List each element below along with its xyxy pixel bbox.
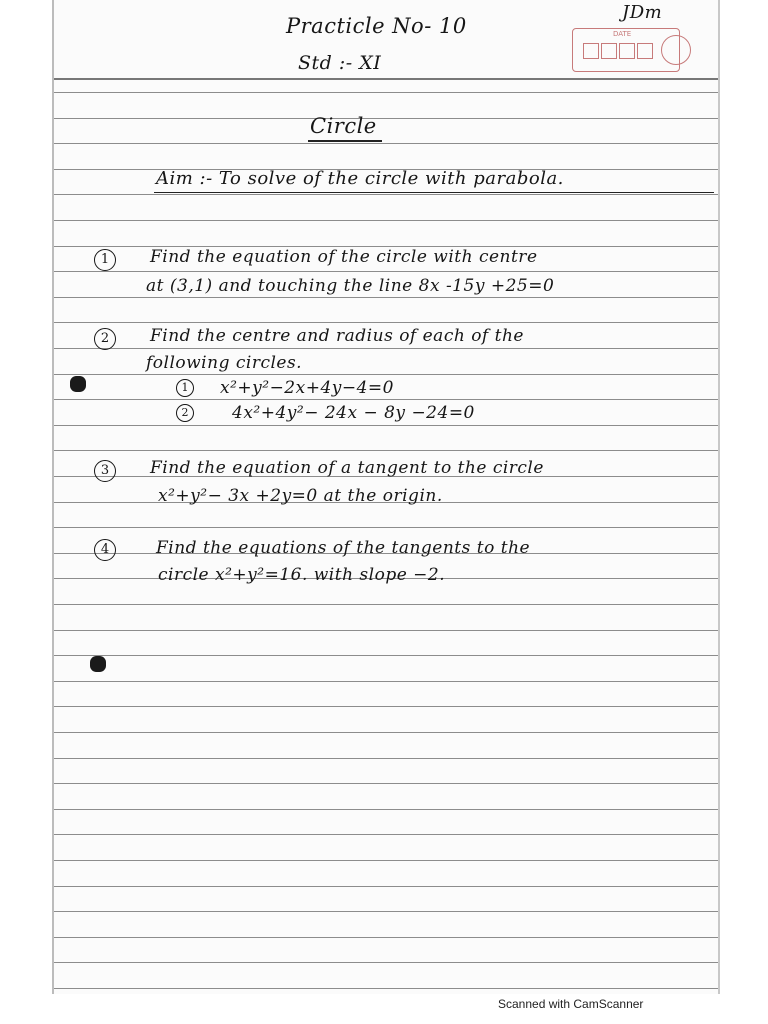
question-number: 1 [94, 249, 116, 271]
ruled-line [54, 92, 718, 93]
ruled-line [54, 988, 718, 989]
ruled-line [54, 783, 718, 784]
question-line: Find the equations of the tangents to the [156, 538, 531, 558]
ruled-line [54, 425, 718, 426]
ruled-line [54, 655, 718, 656]
punch-hole [70, 376, 86, 392]
ruled-line [54, 706, 718, 707]
aim-statement: Aim :- To solve of the circle with parabola. [156, 168, 564, 189]
practical-number: Practicle No- 10 [286, 14, 467, 38]
question-line: circle x²+y²=16. with slope −2. [158, 565, 446, 585]
ruled-line [54, 220, 718, 221]
ruled-line [54, 271, 718, 272]
question-number: 2 [94, 328, 116, 350]
aim-underline [154, 192, 714, 193]
question-line: x²+y²− 3x +2y=0 at the origin. [158, 486, 443, 506]
author-initials: JDm [622, 2, 663, 23]
date-cell [619, 43, 635, 59]
date-cell [601, 43, 617, 59]
question-line: Find the equation of the circle with centre [150, 247, 538, 267]
page-top-line [54, 78, 718, 80]
ruled-line [54, 911, 718, 912]
ruled-line [54, 809, 718, 810]
ruled-line [54, 143, 718, 144]
page-title: Circle [310, 114, 377, 138]
ruled-line [54, 374, 718, 375]
ruled-line [54, 962, 718, 963]
ruled-line [54, 732, 718, 733]
ruled-line [54, 450, 718, 451]
sub-question-number: 1 [176, 379, 194, 397]
ruled-line [54, 604, 718, 605]
date-cell [637, 43, 653, 59]
ruled-line [54, 860, 718, 861]
sub-question-number: 2 [176, 404, 194, 422]
question-line: Find the centre and radius of each of the [150, 326, 524, 346]
standard-label: Std :- XI [298, 52, 382, 74]
ruled-line [54, 322, 718, 323]
ruled-line [54, 194, 718, 195]
ruled-line [54, 758, 718, 759]
ruled-line [54, 399, 718, 400]
ruled-line [54, 681, 718, 682]
date-cell [583, 43, 599, 59]
question-line: Find the equation of a tangent to the circle [150, 458, 544, 478]
title-underline [308, 140, 382, 142]
ruled-line [54, 834, 718, 835]
ruled-line [54, 297, 718, 298]
question-line: at (3,1) and touching the line 8x -15y +25=0 [146, 276, 555, 296]
date-label: DATE [613, 30, 632, 38]
ruled-line [54, 937, 718, 938]
question-number: 4 [94, 539, 116, 561]
ruled-line [54, 348, 718, 349]
ruled-line [54, 630, 718, 631]
sub-question-equation: 4x²+4y²− 24x − 8y −24=0 [232, 403, 475, 423]
question-line: following circles. [146, 353, 303, 373]
scanner-watermark: Scanned with CamScanner [498, 997, 644, 1011]
question-number: 3 [94, 460, 116, 482]
ruled-line [54, 527, 718, 528]
ruled-line [54, 118, 718, 119]
punch-hole [90, 656, 106, 672]
date-stamp-circle [661, 35, 691, 65]
sub-question-equation: x²+y²−2x+4y−4=0 [220, 378, 394, 398]
ruled-line [54, 886, 718, 887]
date-stamp-box [572, 28, 680, 72]
